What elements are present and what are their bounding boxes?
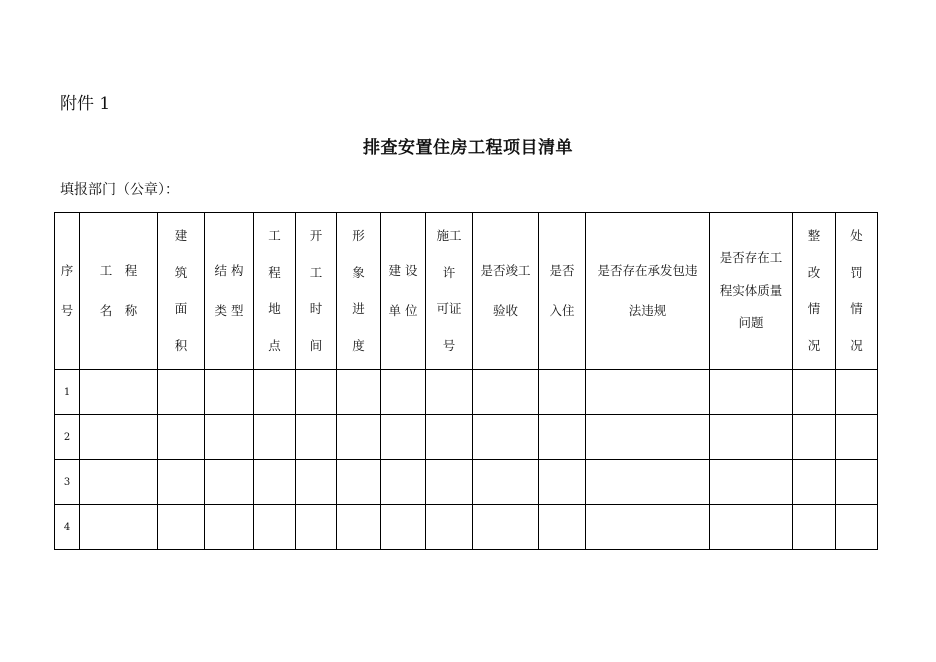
header-line: 时 bbox=[309, 301, 323, 316]
header-line: 开 bbox=[309, 228, 323, 243]
table-cell bbox=[793, 505, 836, 550]
table-cell bbox=[710, 505, 793, 550]
table-cell bbox=[80, 370, 158, 415]
table-cell bbox=[473, 370, 539, 415]
header-progress bbox=[337, 213, 381, 370]
header-line: 名 称 bbox=[99, 303, 138, 318]
header-rectification bbox=[793, 213, 836, 370]
project-list-table bbox=[54, 212, 878, 550]
header-line: 形 bbox=[352, 228, 365, 243]
table-cell bbox=[80, 415, 158, 460]
table-cell bbox=[158, 370, 205, 415]
table-cell bbox=[205, 460, 254, 505]
table-cell bbox=[473, 460, 539, 505]
header-line: 积 bbox=[174, 337, 188, 353]
header-penalty bbox=[836, 213, 878, 370]
table-cell bbox=[539, 505, 586, 550]
header-line: 类 型 bbox=[214, 303, 244, 318]
header-completion bbox=[473, 213, 539, 370]
table-cell bbox=[836, 505, 878, 550]
header-line: 是否 bbox=[549, 262, 575, 278]
table-cell bbox=[381, 370, 426, 415]
table-cell bbox=[337, 505, 381, 550]
header-line: 结 构 bbox=[214, 262, 244, 278]
table-row bbox=[55, 415, 878, 460]
header-line: 程 bbox=[268, 264, 281, 280]
header-line: 施工 bbox=[436, 228, 462, 243]
header-line: 许 bbox=[442, 264, 456, 280]
table-cell bbox=[296, 415, 337, 460]
header-line: 况 bbox=[807, 337, 821, 353]
table-row bbox=[55, 505, 878, 550]
table-cell bbox=[381, 460, 426, 505]
header-start-date bbox=[296, 213, 337, 370]
page-title: 排查安置住房工程项目清单 bbox=[363, 138, 573, 158]
header-line: 号 bbox=[442, 337, 456, 353]
header-line: 程实体质量 bbox=[719, 282, 783, 298]
attachment-label: 附件 1 bbox=[60, 94, 111, 114]
header-builder bbox=[381, 213, 426, 370]
table-cell bbox=[205, 415, 254, 460]
table-cell bbox=[158, 505, 205, 550]
header-building-area bbox=[158, 213, 205, 370]
table-cell bbox=[710, 370, 793, 415]
table-cell bbox=[793, 415, 836, 460]
header-line: 工 bbox=[309, 264, 323, 280]
table-cell bbox=[426, 415, 473, 460]
table-cell bbox=[158, 460, 205, 505]
header-line: 度 bbox=[352, 337, 365, 353]
table-cell bbox=[254, 370, 296, 415]
header-line: 面 bbox=[174, 301, 188, 316]
header-line: 号 bbox=[60, 303, 74, 318]
table-cell bbox=[381, 415, 426, 460]
table-cell bbox=[296, 505, 337, 550]
table-cell bbox=[205, 505, 254, 550]
table-cell bbox=[205, 370, 254, 415]
header-line: 验收 bbox=[492, 303, 518, 318]
table-cell bbox=[254, 460, 296, 505]
table-cell bbox=[836, 370, 878, 415]
table-cell bbox=[710, 460, 793, 505]
row-number: 2 bbox=[55, 415, 80, 460]
header-occupied bbox=[539, 213, 586, 370]
header-line: 序 bbox=[60, 262, 74, 278]
table-cell bbox=[793, 460, 836, 505]
row-number: 1 bbox=[55, 370, 80, 415]
header-location bbox=[254, 213, 296, 370]
header-line: 间 bbox=[309, 337, 323, 353]
table-cell bbox=[586, 415, 710, 460]
table-cell bbox=[539, 415, 586, 460]
table-cell bbox=[426, 370, 473, 415]
header-contract-violation bbox=[586, 213, 710, 370]
table-row bbox=[55, 460, 878, 505]
header-line: 整 bbox=[807, 228, 821, 243]
header-seq bbox=[55, 213, 80, 370]
table-cell bbox=[793, 370, 836, 415]
header-line: 是否竣工 bbox=[480, 262, 531, 278]
header-line: 罚 bbox=[850, 264, 863, 280]
table-cell bbox=[337, 460, 381, 505]
table-cell bbox=[539, 370, 586, 415]
table-cell bbox=[586, 460, 710, 505]
header-structure-type bbox=[205, 213, 254, 370]
table-cell bbox=[254, 505, 296, 550]
header-line: 单 位 bbox=[388, 303, 418, 318]
header-line: 建 bbox=[174, 228, 188, 243]
header-line: 象 bbox=[352, 264, 365, 280]
header-line: 筑 bbox=[174, 264, 188, 280]
table-cell bbox=[337, 370, 381, 415]
table-row bbox=[55, 370, 878, 415]
header-line: 可证 bbox=[436, 301, 462, 316]
table-cell bbox=[426, 505, 473, 550]
table-cell bbox=[337, 415, 381, 460]
table-cell bbox=[836, 415, 878, 460]
header-line: 进 bbox=[352, 301, 365, 316]
table-cell bbox=[158, 415, 205, 460]
header-permit-no bbox=[426, 213, 473, 370]
table-cell bbox=[473, 415, 539, 460]
header-quality-issue bbox=[710, 213, 793, 370]
header-line: 情 bbox=[807, 301, 821, 316]
table-cell bbox=[296, 370, 337, 415]
header-project-name bbox=[80, 213, 158, 370]
header-line: 点 bbox=[268, 337, 281, 353]
header-line: 处 bbox=[850, 228, 863, 243]
header-line: 工 bbox=[268, 228, 281, 243]
table-cell bbox=[80, 505, 158, 550]
table-cell bbox=[586, 505, 710, 550]
header-row bbox=[55, 213, 878, 370]
header-line: 地 bbox=[268, 301, 281, 316]
header-line: 情 bbox=[850, 301, 863, 316]
header-line: 法违规 bbox=[628, 303, 667, 318]
header-line: 入住 bbox=[549, 303, 575, 318]
table-cell bbox=[539, 460, 586, 505]
row-number: 3 bbox=[55, 460, 80, 505]
table-cell bbox=[710, 415, 793, 460]
dept-label: 填报部门（公章）： bbox=[60, 182, 179, 198]
table-cell bbox=[473, 505, 539, 550]
header-line: 是否存在工 bbox=[719, 250, 783, 266]
table-cell bbox=[426, 460, 473, 505]
table-cell bbox=[80, 460, 158, 505]
row-number: 4 bbox=[55, 505, 80, 550]
table-cell bbox=[586, 370, 710, 415]
header-line: 况 bbox=[850, 337, 863, 353]
table-cell bbox=[836, 460, 878, 505]
table-cell bbox=[296, 460, 337, 505]
header-line: 问题 bbox=[738, 315, 764, 331]
header-line: 建 设 bbox=[388, 262, 418, 278]
header-line: 改 bbox=[807, 264, 821, 280]
table-cell bbox=[254, 415, 296, 460]
header-line: 工 程 bbox=[99, 262, 138, 278]
table-cell bbox=[381, 505, 426, 550]
header-line: 是否存在承发包违 bbox=[597, 262, 698, 278]
